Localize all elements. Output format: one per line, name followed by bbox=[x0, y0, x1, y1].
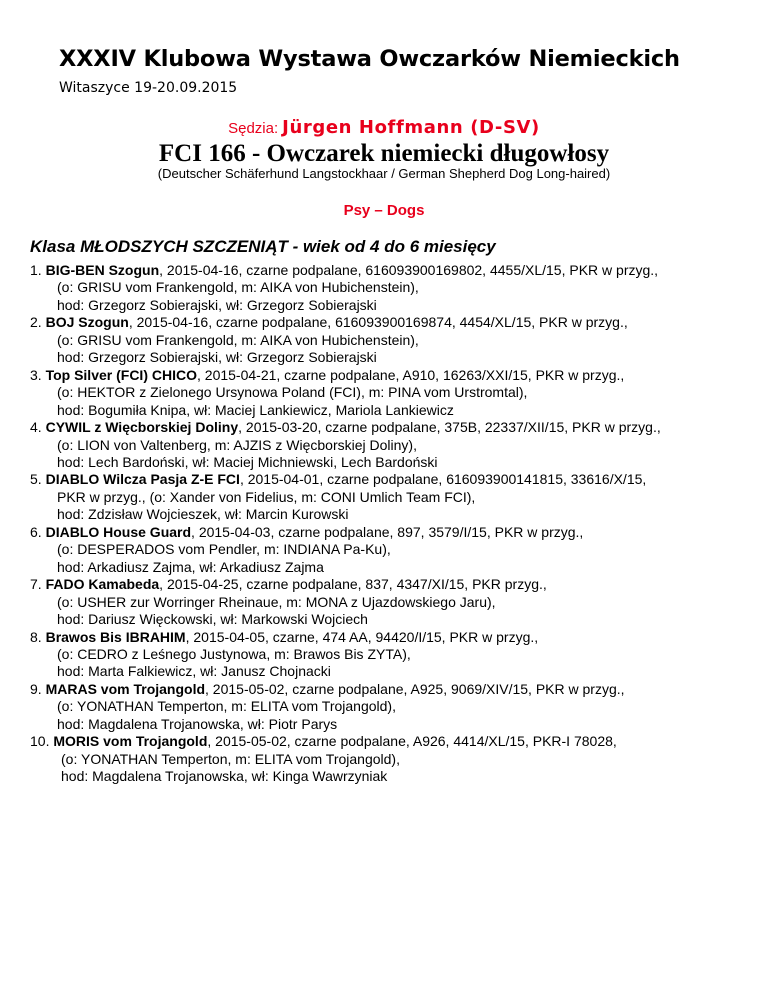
entry-details: , 2015-04-21, czarne podpalane, A910, 16263/XXI/15, PKR w przyg., bbox=[197, 366, 625, 383]
event-place-date: Witaszyce 19-20.09.2015 bbox=[59, 80, 238, 96]
entry-line-1 bbox=[30, 419, 760, 436]
entry-breeder-owner: hod: Arkadiusz Zajma, wł: Arkadiusz Zajma bbox=[57, 558, 324, 575]
entry-details: , 2015-05-02, czarne podpalane, A926, 4414/XL/15, PKR-I 78028, bbox=[207, 733, 617, 750]
entry-line-1 bbox=[30, 524, 760, 541]
entry-number: 10. bbox=[30, 733, 50, 750]
entry-breeder-owner: hod: Marta Falkiewicz, wł: Janusz Chojnacki bbox=[57, 663, 331, 680]
entry-number: 4. bbox=[30, 419, 42, 436]
entry-details: , 2015-04-01, czarne podpalane, 616093900141815, 33616/X/15, bbox=[239, 471, 647, 488]
entry-breeder-owner: hod: Bogumiła Knipa, wł: Maciej Lankiewicz, Mariola Lankiewicz bbox=[57, 401, 454, 418]
entry-details: , 2015-04-16, czarne podpalane, 616093900169802, 4455/XL/15, PKR w przyg., bbox=[159, 262, 659, 278]
judge-label: Sędzia: bbox=[228, 120, 279, 137]
entry-line-1 bbox=[30, 733, 760, 750]
class-heading: Klasa MŁODSZYCH SZCZENIĄT - wiek od 4 do 6 miesięcy bbox=[30, 237, 496, 256]
entry-details: , 2015-04-16, czarne podpalane, 616093900169874, 4454/XL/15, PKR w przyg., bbox=[128, 314, 628, 331]
dog-name: CYWIL z Więcborskiej Doliny bbox=[45, 419, 239, 436]
list-item bbox=[30, 576, 760, 628]
entry-number: 8. bbox=[30, 628, 42, 645]
dog-name: DIABLO Wilcza Pasja Z-E FCI bbox=[45, 471, 240, 488]
entry-list bbox=[30, 262, 760, 786]
entry-number: 7. bbox=[30, 576, 42, 593]
dog-name: Top Silver (FCI) CHICO bbox=[45, 366, 197, 383]
dog-name: Brawos Bis IBRAHIM bbox=[45, 628, 186, 645]
entry-number: 3. bbox=[30, 366, 42, 383]
list-item bbox=[30, 733, 760, 785]
entry-line-1 bbox=[30, 629, 760, 646]
dog-name: MARAS vom Trojangold bbox=[45, 680, 206, 697]
entry-parents: (o: HEKTOR z Zielonego Ursynowa Poland (FCI), m: PINA vom Urstromtal), bbox=[57, 384, 528, 401]
entry-parents: (o: DESPERADOS vom Pendler, m: INDIANA Pa-Ku), bbox=[57, 541, 391, 558]
dog-name: MORIS vom Trojangold bbox=[53, 733, 208, 750]
entry-breeder-owner: hod: Lech Bardoński, wł: Maciej Michniewski, Lech Bardoński bbox=[57, 453, 438, 470]
dog-name: FADO Kamabeda bbox=[45, 576, 160, 593]
entry-parents: (o: LION von Valtenberg, m: AJZIS z Więcborskiej Doliny), bbox=[57, 436, 417, 453]
entry-line-1 bbox=[30, 576, 760, 593]
entry-number: 1. bbox=[30, 262, 42, 278]
judge-line bbox=[0, 117, 768, 138]
list-item bbox=[30, 629, 760, 681]
entry-parents: (o: YONATHAN Temperton, m: ELITA vom Trojangold), bbox=[61, 750, 400, 767]
entry-details: , 2015-04-25, czarne podpalane, 837, 4347/XI/15, PKR przyg., bbox=[159, 576, 547, 593]
entry-parents: (o: GRISU vom Frankengold, m: AIKA von Hubichenstein), bbox=[57, 279, 419, 296]
dog-name: BIG-BEN Szogun bbox=[45, 262, 160, 278]
list-item bbox=[30, 314, 760, 366]
entry-breeder-owner: hod: Grzegorz Sobierajski, wł: Grzegorz Sobierajski bbox=[57, 349, 377, 366]
page-title: XXXIV Klubowa Wystawa Owczarków Niemieckich bbox=[59, 46, 680, 72]
entry-breeder-owner: hod: Zdzisław Wojcieszek, wł: Marcin Kurowski bbox=[57, 506, 349, 523]
entry-parents: (o: USHER zur Worringer Rheinaue, m: MONA z Ujazdowskiego Jaru), bbox=[57, 593, 496, 610]
list-item bbox=[30, 262, 760, 314]
entry-breeder-owner: hod: Magdalena Trojanowska, wł: Kinga Wawrzyniak bbox=[61, 768, 388, 785]
entry-number: 9. bbox=[30, 680, 42, 697]
entry-parents: (o: CEDRO z Leśnego Justynowa, m: Brawos Bis ZYTA), bbox=[57, 645, 411, 662]
list-item bbox=[30, 419, 760, 471]
entry-line-1 bbox=[30, 262, 760, 279]
entry-breeder-owner: hod: Grzegorz Sobierajski, wł: Grzegorz Sobierajski bbox=[57, 296, 377, 313]
entry-number: 5. bbox=[30, 471, 42, 488]
entry-parents: (o: GRISU vom Frankengold, m: AIKA von Hubichenstein), bbox=[57, 331, 419, 348]
entry-parents: PKR w przyg., (o: Xander von Fidelius, m: CONI Umlich Team FCI), bbox=[57, 488, 476, 505]
entry-parents: (o: YONATHAN Temperton, m: ELITA vom Trojangold), bbox=[57, 698, 396, 715]
entry-details: , 2015-04-03, czarne podpalane, 897, 3579/I/15, PKR w przyg., bbox=[191, 523, 584, 540]
entry-number: 2. bbox=[30, 314, 42, 331]
entry-details: , 2015-05-02, czarne podpalane, A925, 9069/XIV/15, PKR w przyg., bbox=[205, 680, 625, 697]
list-item bbox=[30, 681, 760, 733]
entry-details: , 2015-04-05, czarne, 474 AA, 94420/I/15, PKR w przyg., bbox=[185, 628, 539, 645]
dog-name: BOJ Szogun bbox=[45, 314, 129, 331]
entry-breeder-owner: hod: Magdalena Trojanowska, wł: Piotr Parys bbox=[57, 715, 338, 732]
breed-title: FCI 166 - Owczarek niemiecki długowłosy bbox=[158, 140, 610, 167]
sex-heading: Psy – Dogs bbox=[343, 202, 425, 219]
breed-subtitle: (Deutscher Schäferhund Langstockhaar / German Shepherd Dog Long-haired) bbox=[157, 166, 611, 181]
list-item bbox=[30, 524, 760, 576]
judge-name: Jürgen Hoffmann (D-SV) bbox=[282, 117, 540, 138]
entry-line-1 bbox=[30, 314, 760, 331]
entry-line-1 bbox=[30, 681, 760, 698]
entry-line-1 bbox=[30, 367, 760, 384]
entry-number: 6. bbox=[30, 523, 42, 540]
entry-line-1 bbox=[30, 471, 760, 488]
list-item bbox=[30, 471, 760, 523]
dog-name: DIABLO House Guard bbox=[45, 523, 192, 540]
entry-breeder-owner: hod: Dariusz Więckowski, wł: Markowski Wojciech bbox=[57, 611, 368, 628]
entry-details: , 2015-03-20, czarne podpalane, 375B, 22337/XII/15, PKR w przyg., bbox=[238, 419, 661, 436]
list-item bbox=[30, 367, 760, 419]
